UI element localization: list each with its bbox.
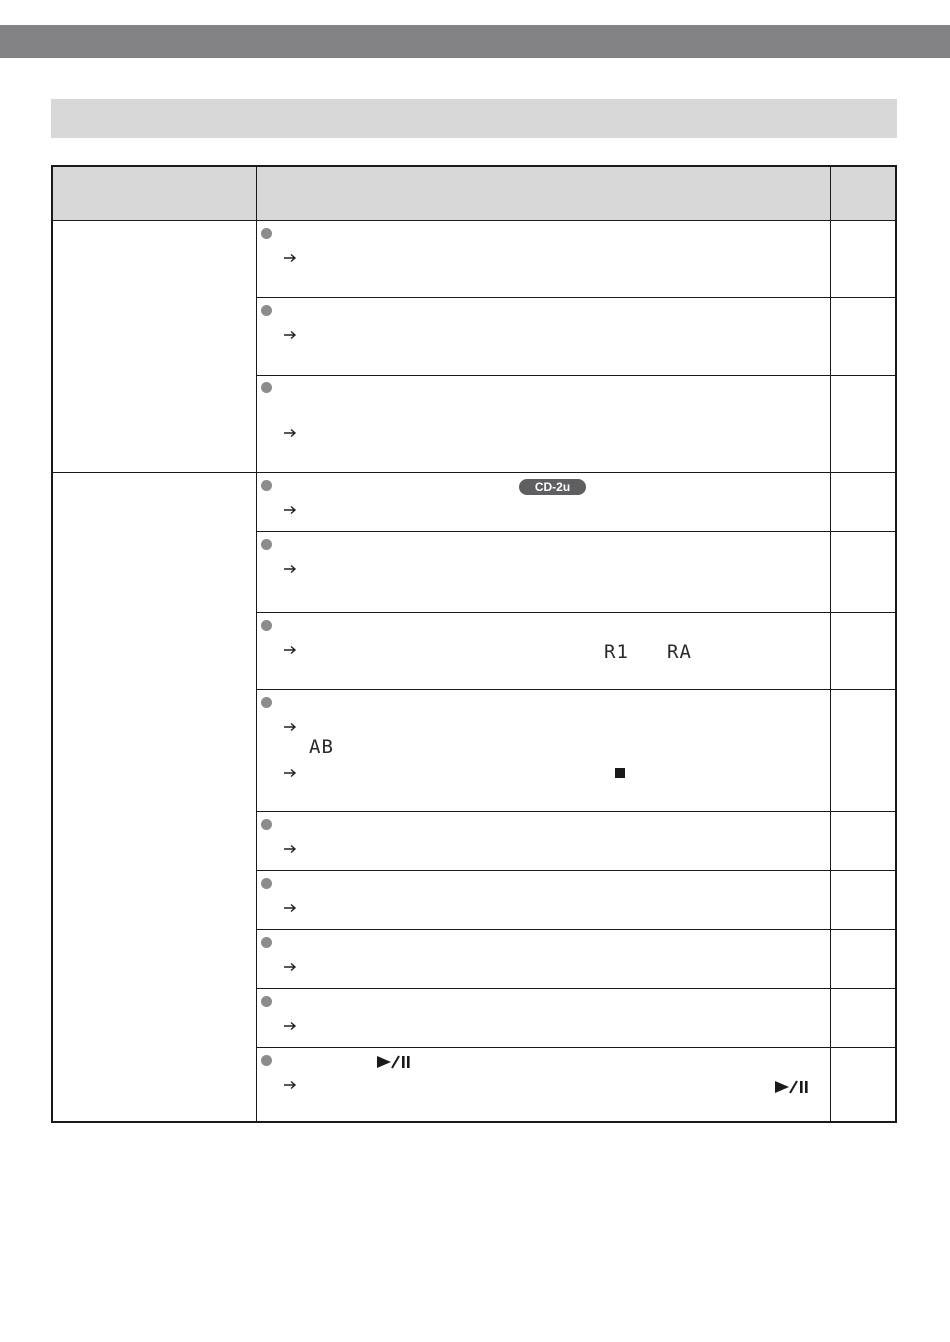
row-divider <box>256 531 895 532</box>
bullet-dot-icon <box>261 1055 272 1066</box>
bullet-dot-icon <box>261 620 272 631</box>
header-bar <box>0 25 950 58</box>
play-pause-icon <box>775 1080 809 1094</box>
group-divider <box>53 472 895 473</box>
arrow-right-icon <box>283 330 297 340</box>
bullet-dot-icon <box>261 382 272 393</box>
table-header-row <box>53 167 895 220</box>
arrow-right-icon <box>283 1080 297 1090</box>
bullet-dot-icon <box>261 878 272 889</box>
arrow-right-icon <box>283 962 297 972</box>
play-pause-icon <box>377 1055 411 1069</box>
display-repeat-one: R1 <box>604 641 629 663</box>
row-divider <box>256 297 895 298</box>
display-repeat-all: RA <box>667 641 692 663</box>
row-divider <box>256 612 895 613</box>
arrow-right-icon <box>283 645 297 655</box>
arrow-right-icon <box>283 768 297 778</box>
arrow-right-icon <box>283 505 297 515</box>
bullet-dot-icon <box>261 819 272 830</box>
column-divider-problem <box>256 167 257 1121</box>
bullet-dot-icon <box>261 697 272 708</box>
row-divider <box>256 811 895 812</box>
arrow-right-icon <box>283 1021 297 1031</box>
arrow-right-icon <box>283 253 297 263</box>
display-repeat-ab: AB <box>309 736 334 758</box>
bullet-dot-icon <box>261 480 272 491</box>
bullet-dot-icon <box>261 937 272 948</box>
arrow-right-icon <box>283 564 297 574</box>
column-divider-page <box>830 167 831 1121</box>
arrow-right-icon <box>283 903 297 913</box>
model-badge: CD-2u <box>519 479 586 495</box>
bullet-dot-icon <box>261 305 272 316</box>
arrow-right-icon <box>283 428 297 438</box>
troubleshooting-table <box>51 165 897 1123</box>
bullet-dot-icon <box>261 996 272 1007</box>
section-title-bar <box>51 99 897 138</box>
header-divider <box>53 220 895 221</box>
stop-icon <box>615 768 625 778</box>
row-divider <box>256 988 895 989</box>
row-divider <box>256 870 895 871</box>
row-divider <box>256 929 895 930</box>
bullet-dot-icon <box>261 539 272 550</box>
arrow-right-icon <box>283 844 297 854</box>
arrow-right-icon <box>283 722 297 732</box>
row-divider <box>256 1047 895 1048</box>
row-divider <box>256 375 895 376</box>
bullet-dot-icon <box>261 228 272 239</box>
row-divider <box>256 689 895 690</box>
